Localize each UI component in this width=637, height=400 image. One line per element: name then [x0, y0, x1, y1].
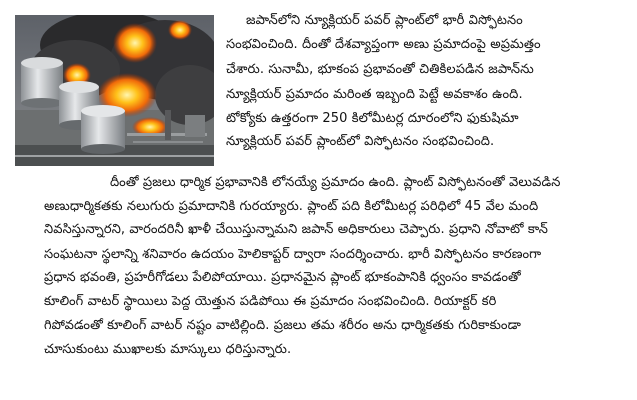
- paragraph2-line: అణుధార్మికతకు నలుగురు ప్రమాదానికి గురయ్యారు. ప్లాంట్ పది కిలోమీటర్ల పరిధిలో 45 వేల మంది: [44, 199, 539, 214]
- paragraph1-line: జపాన్‌లోని న్యూక్లియర్ పవర్ ప్లాంట్‌లో భారీ విస్ఫోటనం: [246, 13, 523, 28]
- paragraph2-line: సంఘటనా స్థలాన్ని శనివారం ఉదయం హెలికాప్టర్ ద్వారా సందర్శించారు. భారీ విస్ఫోటనం కారణంగా: [44, 247, 542, 262]
- paragraph2-line: ప్రధాన భవంతి, ప్రహరీగోడలు పేలిపోయాయి. ప్రధానమైన ప్లాంట్ భూకంపానికి ధ్వంసం కావడంతో: [44, 270, 521, 285]
- paragraph2-line: నివసిస్తున్నారని, వారందరినీ ఖాళీ చేయిస్తున్నామని జపాన్ అధికారులు చెప్పారు. ప్రధాని నోవాటో కాన్: [44, 222, 548, 237]
- paragraph2-line: చూసుకుంటు ముఖాలకు మాస్కులు ధరిస్తున్నారు.: [44, 342, 292, 357]
- paragraph2-line: గిపోవడంతో కూలింగ్ వాటర్ నష్టం వాటిల్లింది. ప్రజలు తమ శరీరం అను ధార్మికతకు గురికాకుండా: [44, 318, 521, 333]
- paragraph1-line: న్యూక్లియర్ పవర్ ప్లాంట్‌లో విస్ఫోటనం సంభవించింది.: [226, 134, 495, 149]
- paragraph1-line: టోక్యోకు ఉత్తరంగా 250 కిలోమీటర్ల దూరంలోని ఫుకుషిమా: [226, 111, 519, 126]
- nuclear-plant-explosion-photo: [15, 15, 214, 166]
- paragraph1-line: న్యూక్లియర్ ప్రమాదం మరింత ఇబ్బంది పెట్టే అవకాశం ఉంది.: [226, 87, 523, 102]
- paragraph2-line: కూలింగ్ వాటర్ స్థాయిలు పెద్ద యెత్తున పడిపోయి ఈ ప్రమాదం సంభవించింది. రియాక్టర్ కరి: [44, 294, 497, 309]
- paragraph1-line: చేశారు. సునామీ, భూకంప ప్రభావంతో చితికిలపడిన జపాన్‌ను: [226, 62, 534, 77]
- paragraph1-line: సంభవించింది. దీంతో దేశవ్యాప్తంగా అణు ప్రమాదంపై అప్రమత్తం: [226, 37, 541, 52]
- paragraph2-line: దీంతో ప్రజలు ధార్మిక ప్రభావానికి లోనయ్యే ప్రమాదం ఉంది. ప్లాంట్ విస్ఫోటనంతో వెలువడిన: [110, 175, 561, 190]
